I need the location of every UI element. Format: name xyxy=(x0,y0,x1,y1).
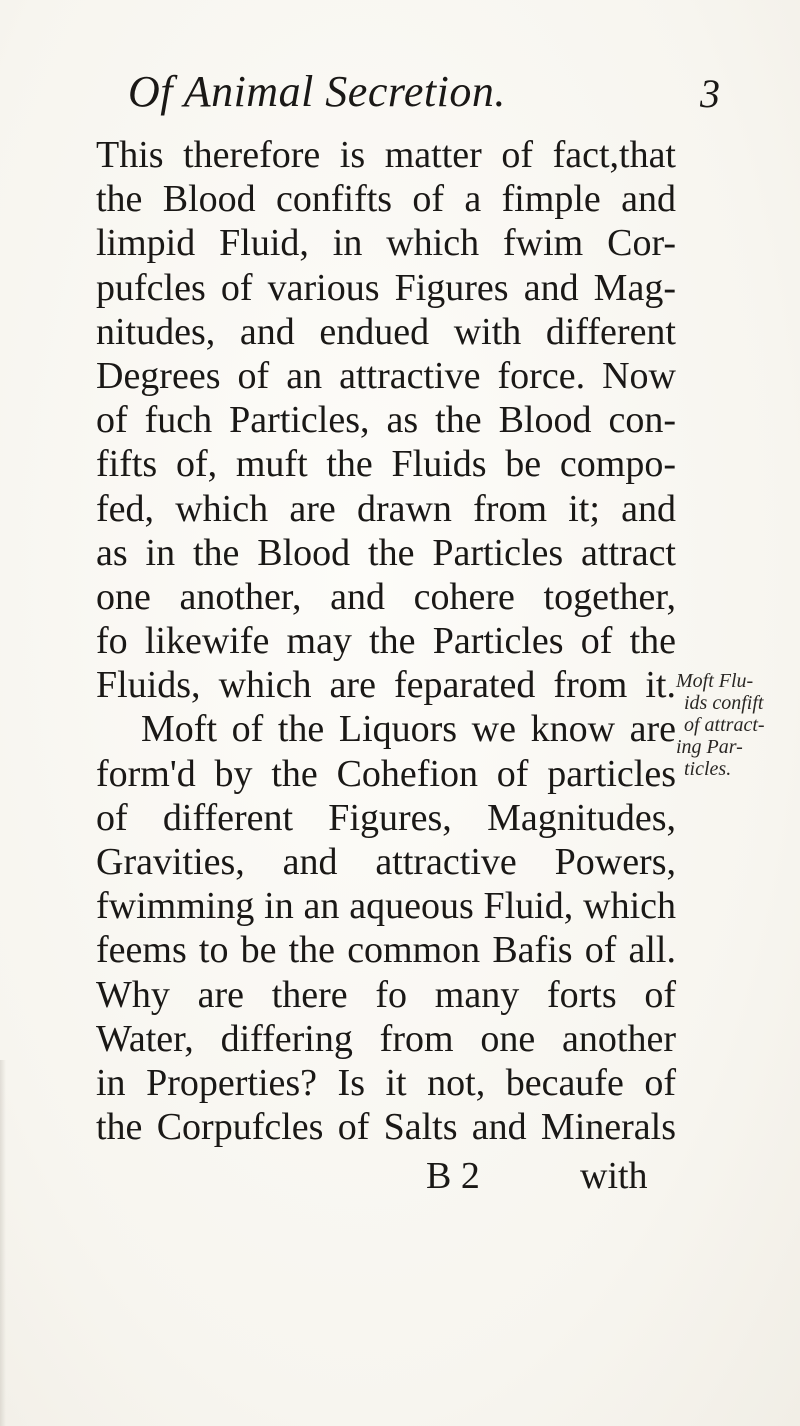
text-line: Gravities, and attractive Powers, xyxy=(96,841,676,883)
text-line: Degrees of an attractive force. Now xyxy=(96,354,676,397)
text-line: fifts of, muft the Fluids be compo- xyxy=(96,443,676,486)
marginal-note-line: ids confift xyxy=(684,692,764,714)
marginal-note-line: of attract- xyxy=(684,714,765,736)
body-text xyxy=(96,133,676,1149)
text-line: as in the Blood the Particles attract xyxy=(96,531,676,574)
text-line: fo likewife may the Particles of the xyxy=(96,620,676,663)
running-head: Of Animal Secretion. xyxy=(128,67,506,116)
marginal-note-line: ticles. xyxy=(684,758,732,780)
text-line: of different Figures, Magnitudes, xyxy=(96,796,676,839)
text-line: Water, differing from one another xyxy=(96,1017,676,1060)
page-footer xyxy=(0,1154,800,1198)
text-line: in Properties? Is it not, becaufe of xyxy=(96,1061,676,1104)
text-line: of fuch Particles, as the Blood con- xyxy=(96,399,676,442)
catchword: with xyxy=(580,1155,648,1197)
text-line: form'd by the Cohefion of particles xyxy=(96,752,676,795)
text-line: nitudes, and endued with different xyxy=(96,310,676,353)
marginal-note-line: ing Par- xyxy=(676,736,743,758)
text-line: This therefore is matter of fact,that xyxy=(96,134,676,176)
signature-mark: B 2 xyxy=(426,1155,480,1197)
text-line: fed, which are drawn from it; and xyxy=(96,487,676,530)
page-number: 3 xyxy=(700,71,720,116)
text-line: one another, and cohere together, xyxy=(96,575,676,618)
marginal-note-line: Moft Flu- xyxy=(676,670,754,692)
text-line: the Corpufcles of Salts and Minerals xyxy=(96,1106,676,1149)
marginal-note xyxy=(676,664,796,780)
text-line: the Blood confifts of a fimple and xyxy=(96,178,676,221)
text-line: Why are there fo many forts of xyxy=(96,973,676,1016)
text-line: pufcles of various Figures and Mag- xyxy=(96,266,676,309)
text-line: limpid Fluid, in which fwim Cor- xyxy=(96,222,676,265)
text-line: fwimming in an aqueous Fluid, which xyxy=(96,885,676,928)
paragraph-first-line: Moft of the Liquors we know are xyxy=(141,708,676,751)
text-line: Fluids, which are feparated from it. xyxy=(96,664,676,707)
text-line: feems to be the common Bafis of all. xyxy=(96,929,676,972)
page-header xyxy=(0,66,800,136)
page-gutter-shadow xyxy=(0,1060,6,1426)
